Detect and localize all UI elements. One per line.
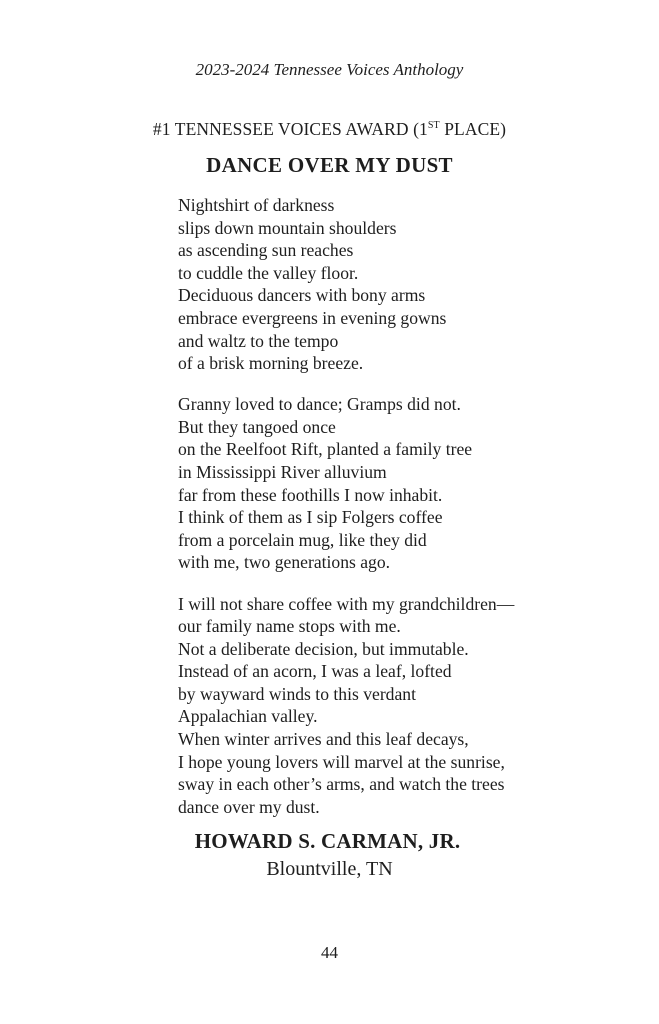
poem-line: in Mississippi River alluvium (178, 462, 387, 483)
poem-line: sway in each other’s arms, and watch the trees (178, 774, 505, 795)
poem-line: of a brisk morning breeze. (178, 353, 364, 374)
poem-stanza-1 (178, 194, 648, 375)
poem-line: as ascending sun reaches (178, 240, 354, 261)
poem-line: I will not share coffee with my grandchildren— (178, 593, 515, 614)
poem-line: far from these foothills I now inhabit. (178, 484, 443, 505)
poem-line: dance over my dust. (178, 796, 320, 817)
poem-line: embrace evergreens in evening gowns (178, 307, 447, 328)
poem-line: I think of them as I sip Folgers coffee (178, 507, 443, 528)
award-heading-prefix: #1 TENNESSEE VOICES AWARD (1 (152, 119, 428, 139)
poem-line: by wayward winds to this verdant (178, 683, 416, 704)
poem-line: Granny loved to dance; Gramps did not. (178, 394, 461, 415)
poem-line: Instead of an acorn, I was a leaf, lofted (178, 661, 452, 682)
award-heading (0, 119, 659, 140)
poem-stanza-2 (178, 393, 648, 574)
poem-stanza-3 (178, 593, 648, 819)
poem-title: DANCE OVER MY DUST (206, 153, 453, 177)
poem-line: When winter arrives and this leaf decays, (178, 729, 469, 750)
poem-line: I hope young lovers will marvel at the sunrise, (178, 751, 505, 772)
poem-body (178, 194, 648, 837)
award-heading-suffix: PLACE) (439, 119, 507, 139)
poem-line: Not a deliberate decision, but immutable. (178, 638, 469, 659)
author-location: Blountville, TN (266, 858, 393, 880)
running-header: 2023-2024 Tennessee Voices Anthology (195, 60, 464, 79)
poem-line: Deciduous dancers with bony arms (178, 285, 426, 306)
poem-line: slips down mountain shoulders (178, 217, 397, 238)
poem-line: our family name stops with me. (178, 616, 401, 637)
award-heading-ordinal-superscript: ST (427, 120, 440, 131)
poem-line: and waltz to the tempo (178, 330, 339, 351)
poem-line: But they tangoed once (178, 416, 336, 437)
author-name: HOWARD S. CARMAN, JR. (194, 829, 461, 853)
poem-line: from a porcelain mug, like they did (178, 529, 427, 550)
page-number: 44 (321, 943, 338, 962)
poem-line: on the Reelfoot Rift, planted a family tree (178, 439, 473, 460)
poem-line: Appalachian valley. (178, 706, 318, 727)
poem-line: to cuddle the valley floor. (178, 262, 359, 283)
poem-line: with me, two generations ago. (178, 552, 391, 573)
poem-line: Nightshirt of darkness (178, 195, 335, 215)
